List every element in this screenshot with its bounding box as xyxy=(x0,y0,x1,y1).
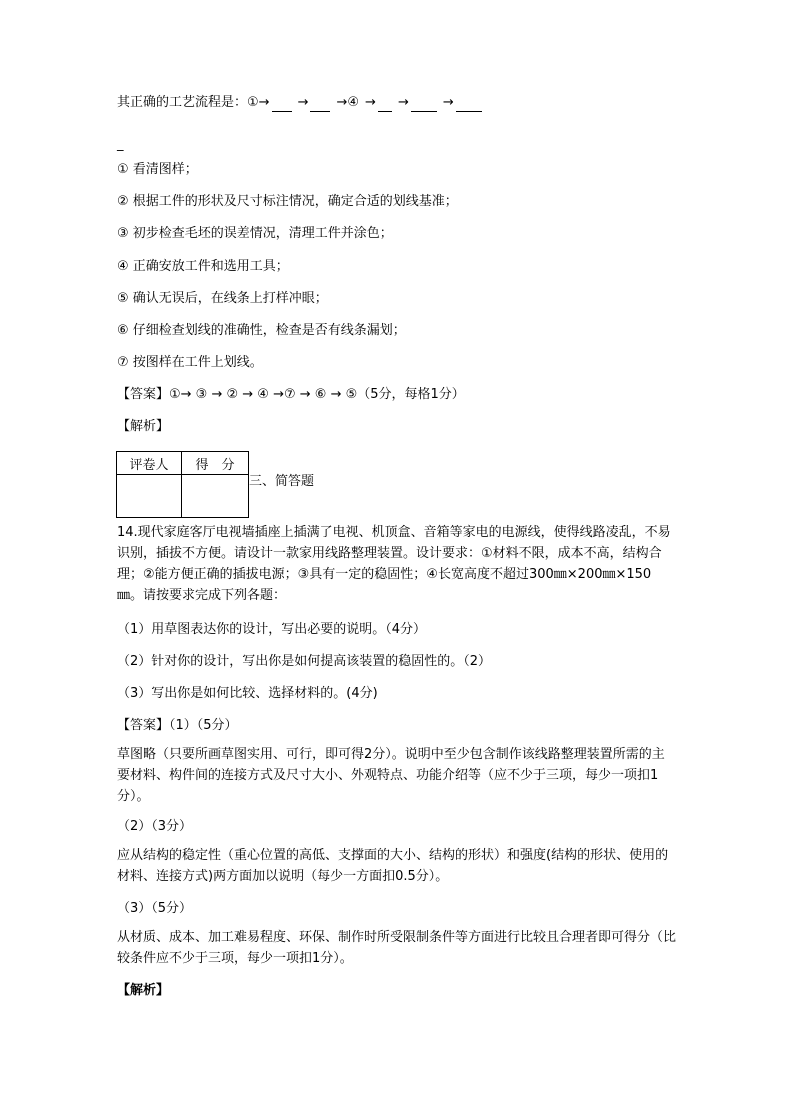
score-cell xyxy=(182,475,249,518)
flow-arrow-5: → xyxy=(442,95,454,110)
flow-arrow-1: → xyxy=(297,95,309,110)
answer-14-label2: （2）（3分） xyxy=(117,819,193,834)
grader-cell xyxy=(117,475,182,518)
question-14-sub1: （1）用草图表达你的设计，写出必要的说明。（4分） xyxy=(117,622,427,637)
answer-14-label1: 【答案】（1）（5分） xyxy=(117,718,238,733)
section-title: 三、简答题 xyxy=(249,474,315,489)
flow-arrow-4: → xyxy=(397,95,409,110)
answer-14-text3: 从材质、成本、加工难易程度、环保、制作时所受限制条件等方面进行比较且合理者即可得分（比较条件应不少于三项，每少一项扣1分）。 xyxy=(117,930,677,966)
answer-14-label3: （3）（5分） xyxy=(117,901,193,916)
step-6: ⑥ 仔细检查划线的准确性，检查是否有线条漏划； xyxy=(117,323,406,338)
answer-14-text2: 应从结构的稳定性（重心位置的高低、支撑面的大小、结构的形状）和强度(结构的形状、使用的材料、连接方式)两方面加以说明（每少一方面扣0.5分）。 xyxy=(117,848,669,884)
question-14-stem: 14.现代家庭客厅电视墙插座上插满了电视、机顶盒、音箱等家电的电源线，使得线路凌乱，不易识别，插拔不方便。请设计一款家用线路整理装置。设计要求：①材料不限，成本不高，结构合理；②能方便正确的插拔电源；③具有一定的稳固性；④长宽高度不超过300㎜×200㎜×150㎜。请按要求完成下列各题： xyxy=(117,525,671,603)
flow-arrow-3: → xyxy=(365,95,376,110)
answer-14-text1: 草图略（只要所画草图实用、可行，即可得2分）。说明中至少包含制作该线路整理装置所需的主要材料、构件间的连接方式及尺寸大小、外观特点、功能介绍等（应不少于三项，每少一项扣1分）。 xyxy=(117,747,665,804)
analysis-label: 【解析】 xyxy=(117,419,170,434)
flow-step-4: ④ xyxy=(347,95,360,110)
score-header: 得 分 xyxy=(182,452,249,475)
answer-blank-4 xyxy=(411,97,437,112)
answer-13: 【答案】①→ ③ → ② → ④ →⑦ → ⑥ → ⑤（5分，每格1分） xyxy=(117,387,465,402)
question-14-sub2: （2）针对你的设计，写出你是如何提高该装置的稳固性的。（2） xyxy=(117,654,492,669)
step-2: ② 根据工件的形状及尺寸标注情况，确定合适的划线基准； xyxy=(117,194,458,209)
step-7: ⑦ 按图样在工件上划线。 xyxy=(117,355,263,370)
flow-prefix: 其正确的工艺流程是：①→ xyxy=(117,95,270,110)
flow-arrow-2: → xyxy=(336,95,348,110)
answer-blank-1 xyxy=(272,97,292,112)
step-4: ④ 正确安放工件和选用工具； xyxy=(117,259,289,274)
answer-blank-2 xyxy=(310,97,330,112)
score-table xyxy=(116,451,249,518)
question-14-sub3: （3）写出你是如何比较、选择材料的。(4分) xyxy=(117,686,378,701)
answer-blank-3 xyxy=(378,97,392,112)
process-flow-line xyxy=(117,94,484,112)
step-1: ① 看清图样； xyxy=(117,162,198,177)
stray-underscore: _ xyxy=(117,137,124,152)
step-3: ③ 初步检查毛坯的误差情况，清理工件并涂色； xyxy=(117,226,393,241)
answer-blank-5 xyxy=(456,97,482,112)
final-analysis-label: 【解析】 xyxy=(117,983,170,998)
step-5: ⑤ 确认无误后，在线条上打样冲眼； xyxy=(117,291,328,306)
grader-header: 评卷人 xyxy=(117,452,182,475)
